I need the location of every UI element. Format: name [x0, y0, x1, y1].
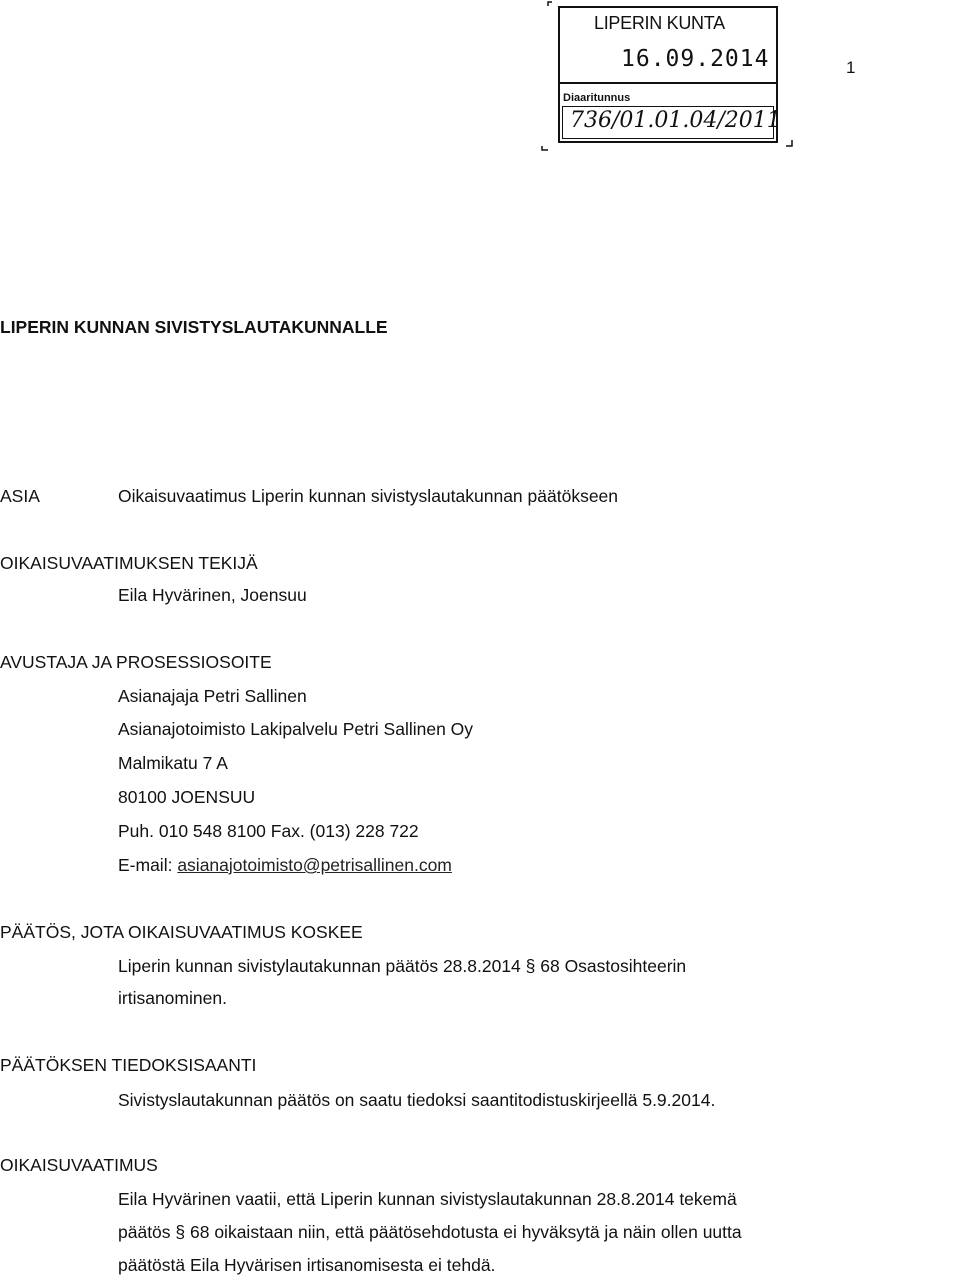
- addressee-heading: LIPERIN KUNNAN SIVISTYSLAUTAKUNNALLE: [0, 317, 388, 337]
- counsel-line: 80100 JOENSUU: [118, 787, 256, 807]
- claim-line: Eila Hyvärinen vaatii, että Liperin kunnan sivistyslautakunnan 28.8.2014 tekemä: [118, 1189, 737, 1209]
- claimant-text: Eila Hyvärinen, Joensuu: [118, 585, 307, 605]
- counsel-line: Puh. 010 548 8100 Fax. (013) 228 722: [118, 821, 419, 841]
- decision-line: irtisanominen.: [118, 988, 227, 1008]
- claim-line: päätöstä Eila Hyvärisen irtisanomisesta ei tehdä.: [118, 1255, 496, 1275]
- decision-line: Liperin kunnan sivistylautakunnan päätös 28.8.2014 § 68 Osastosihteerin: [118, 956, 687, 976]
- stamp-diary-label: Diaaritunnus: [563, 92, 631, 104]
- subject-text: Oikaisuvaatimus Liperin kunnan sivistyslautakunnan päätökseen: [118, 486, 619, 506]
- claimant-label: OIKAISUVAATIMUKSEN TEKIJÄ: [0, 553, 258, 573]
- notice-text: Sivistyslautakunnan päätös on saatu tiedoksi saantitodistuskirjeellä 5.9.2014.: [118, 1090, 716, 1110]
- counsel-email-row: [118, 855, 452, 875]
- counsel-line: Malmikatu 7 A: [118, 753, 228, 773]
- page-number: 1: [846, 58, 856, 77]
- claim-label: OIKAISUVAATIMUS: [0, 1155, 158, 1175]
- decision-label: PÄÄTÖS, JOTA OIKAISUVAATIMUS KOSKEE: [0, 922, 363, 942]
- counsel-line: Asianajotoimisto Lakipalvelu Petri Sallinen Oy: [118, 719, 474, 739]
- email-prefix: E-mail:: [118, 855, 173, 875]
- subject-label: ASIA: [0, 486, 40, 506]
- stamp-diary-number: 736/01.01.04/2011: [570, 108, 781, 133]
- counsel-label: AVUSTAJA JA PROSESSIOSOITE: [0, 652, 272, 672]
- stamp-date: 16.09.2014: [621, 46, 770, 72]
- notice-label: PÄÄTÖKSEN TIEDOKSISAANTI: [0, 1055, 257, 1075]
- stamp-title: LIPERIN KUNTA: [594, 13, 725, 33]
- stamp-divider: [558, 82, 778, 84]
- counsel-line: Asianajaja Petri Sallinen: [118, 686, 307, 706]
- email-link[interactable]: asianajotoimisto@petrisallinen.com: [177, 855, 452, 875]
- claim-line: päätös § 68 oikaistaan niin, että päätösehdotusta ei hyväksytä ja näin ollen uutta: [118, 1222, 742, 1242]
